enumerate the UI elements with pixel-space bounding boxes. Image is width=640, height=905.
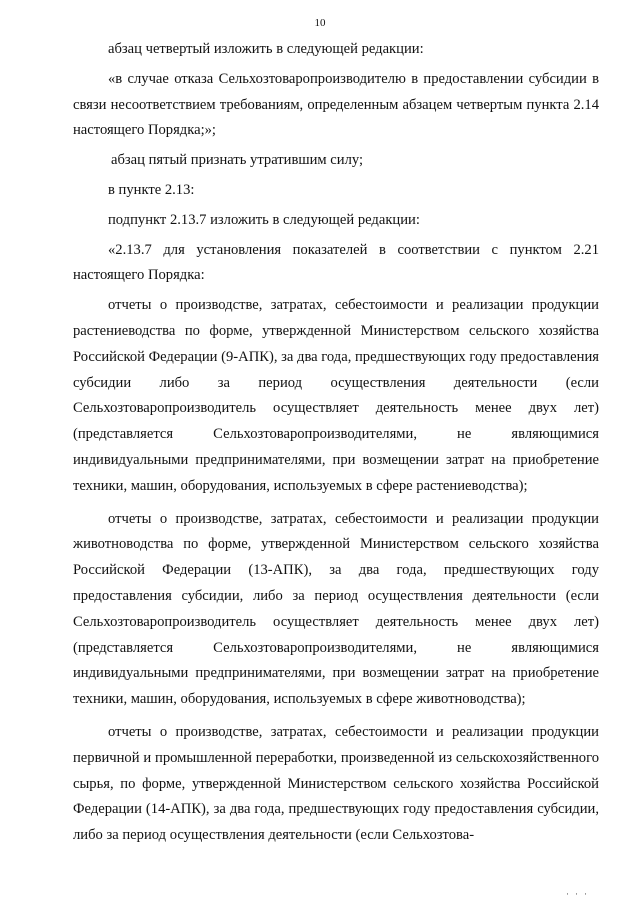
paragraph-report-processing: отчеты о производстве, затратах, себестоимости и реализации продукции первичной и промышленной переработки, произведенной из сельскохозяйственного сырья, по форме, утвержденной Министерством сельского хозяйства Российской Федерации (14-АПК), за два года, предшествующих году предоставления субсидии, либо за период осуществления деятельности (если Сельхозтова- xyxy=(73,723,599,844)
paragraph-clause-2-13: в пункте 2.13: xyxy=(108,181,195,198)
paragraph-report-crops: отчеты о производстве, затратах, себестоимости и реализации продукции растениеводства по форме, утвержденной Министерством сельского хозяйства Российской Федерации (9-АПК), за два года, предшествующих году предоставления субсидии либо за период осуществления деятельности (если Сельхозтоваропроизводитель осуществляет деятельность менее двух лет) (представляется Сельхозтоваропроизводителями, не являющимися индивидуальными предпринимателями, при возмещении затрат на приобретение техники, машин, оборудования, используемых в сфере растениеводства); xyxy=(73,297,599,494)
paragraph-quote-2-13-7: «2.13.7 для установления показателей в соответствии с пунктом 2.21 настоящего Порядка: xyxy=(73,241,599,284)
paragraph-report-livestock: отчеты о производстве, затратах, себестоимости и реализации продукции животноводства по форме, утвержденной Министерством сельского хозяйства Российской Федерации (13-АПК), за два года, предшествующих году предоставления субсидии, либо за период осуществления деятельности (если Сельхозтоваропроизводитель осуществляет деятельность менее двух лет) (представляется Сельхозтоваропроизводителями, не являющимися индивидуальными предпринимателями, при возмещении затрат на приобретение техники, машин, оборудования, используемых в сфере животноводства); xyxy=(73,510,599,708)
scan-artifact-dots: ··· xyxy=(566,889,593,899)
paragraph-amend-fourth: абзац четвертый изложить в следующей редакции: xyxy=(108,41,424,57)
paragraph-subclause-2-13-7: подпункт 2.13.7 изложить в следующей редакции: xyxy=(108,211,420,228)
paragraph-quote-refusal: «в случае отказа Сельхозтоваропроизводителю в предоставлении субсидии в связи несоответствием требованиям, определенным абзацем четвертым пункта 2.14 настоящего Порядка;»; xyxy=(73,70,599,139)
document-body xyxy=(73,37,599,849)
page-number: 10 xyxy=(314,17,326,29)
paragraph-fifth-void: абзац пятый признать утратившим силу; xyxy=(111,152,364,169)
